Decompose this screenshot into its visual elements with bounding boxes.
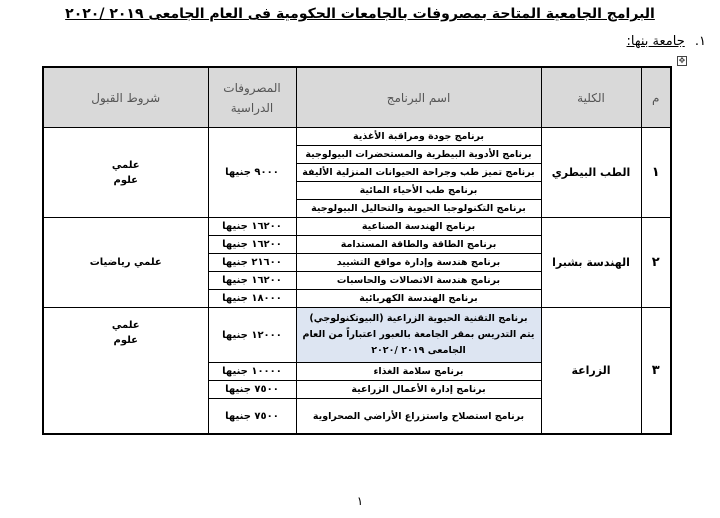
program-fee: ١٦٢٠٠ جنيها <box>208 218 296 236</box>
program-name: برنامج الهندسة الصناعية <box>296 218 541 236</box>
program-name: برنامج جودة ومراقبة الأغذية <box>296 128 541 146</box>
program-fee: ٧٥٠٠ جنيها <box>208 399 296 435</box>
page-number: ١ <box>356 494 364 508</box>
admission-conditions: علمي علوم <box>43 128 208 218</box>
document-title: البرامج الجامعية المتاحة بمصروفات بالجامعات الحكومية فى العام الجامعى ٢٠١٩ /٢٠٢٠ <box>65 6 655 22</box>
row-index: ٢ <box>641 218 671 308</box>
program-fee: ١٦٢٠٠ جنيها <box>208 272 296 290</box>
faculty-name: الطب البيطري <box>541 128 641 218</box>
program-name: برنامج الطاقة والطاقة المستدامة <box>296 236 541 254</box>
admission-conditions: علمي رياضيات <box>43 218 208 308</box>
program-name: برنامج الهندسة الكهربائية <box>296 290 541 308</box>
row-index: ٣ <box>641 308 671 435</box>
row-index: ١ <box>641 128 671 218</box>
table-row <box>43 218 671 236</box>
program-fee: ٢١٦٠٠ جنيها <box>208 254 296 272</box>
faculty-name: الهندسة بشبرا <box>541 218 641 308</box>
header-program: اسم البرنامج <box>296 67 541 128</box>
program-name: برنامج الأدوية البيطرية والمستحضرات البيولوجية <box>296 146 541 164</box>
section-label: جامعة بنها: <box>626 34 685 49</box>
admission-conditions: علمي علوم <box>43 308 208 435</box>
table-move-handle-icon[interactable]: ✥ <box>678 56 686 65</box>
program-fee: ١٨٠٠٠ جنيها <box>208 290 296 308</box>
program-fee: ١٠٠٠٠ جنيها <box>208 363 296 381</box>
header-index: م <box>641 67 671 128</box>
program-fee: ١٦٢٠٠ جنيها <box>208 236 296 254</box>
table-row <box>43 128 671 146</box>
header-fees: المصروفات الدراسية <box>208 67 296 128</box>
program-fee: ١٢٠٠٠ جنيها <box>208 308 296 363</box>
program-fee: ٧٥٠٠ جنيها <box>208 381 296 399</box>
table-row <box>43 308 671 363</box>
program-name: برنامج هندسة وإدارة مواقع التشييد <box>296 254 541 272</box>
header-conditions: شروط القبول <box>43 67 208 128</box>
programs-table <box>42 66 672 435</box>
program-name: برنامج هندسة الاتصالات والحاسبات <box>296 272 541 290</box>
table-header-row <box>43 67 671 128</box>
program-name: برنامج سلامة الغذاء <box>296 363 541 381</box>
program-name: برنامج تميز طب وجراحة الحيوانات المنزلية الأليفة <box>296 164 541 182</box>
program-name: برنامج طب الأحياء المائية <box>296 182 541 200</box>
faculty-name: الزراعة <box>541 308 641 435</box>
program-fee: ٩٠٠٠ جنيها <box>208 128 296 218</box>
program-name: برنامج إدارة الأعمال الزراعية <box>296 381 541 399</box>
program-name-highlighted: برنامج التقنية الحيوية الزراعية (البيوتكنولوجي) يتم التدريس بمقر الجامعة بالعبور اعتباراً من العام الجامعى ٢٠١٩ /٢٠٢٠ <box>296 308 541 363</box>
program-name: برنامج استصلاح واستزراع الأراضي الصحراوية <box>296 399 541 435</box>
section-heading <box>627 34 706 49</box>
header-faculty: الكلية <box>541 67 641 128</box>
program-name: برنامج التكنولوجيا الحيوية والتحاليل البيولوجية <box>296 200 541 218</box>
section-number: ١. <box>694 34 706 49</box>
